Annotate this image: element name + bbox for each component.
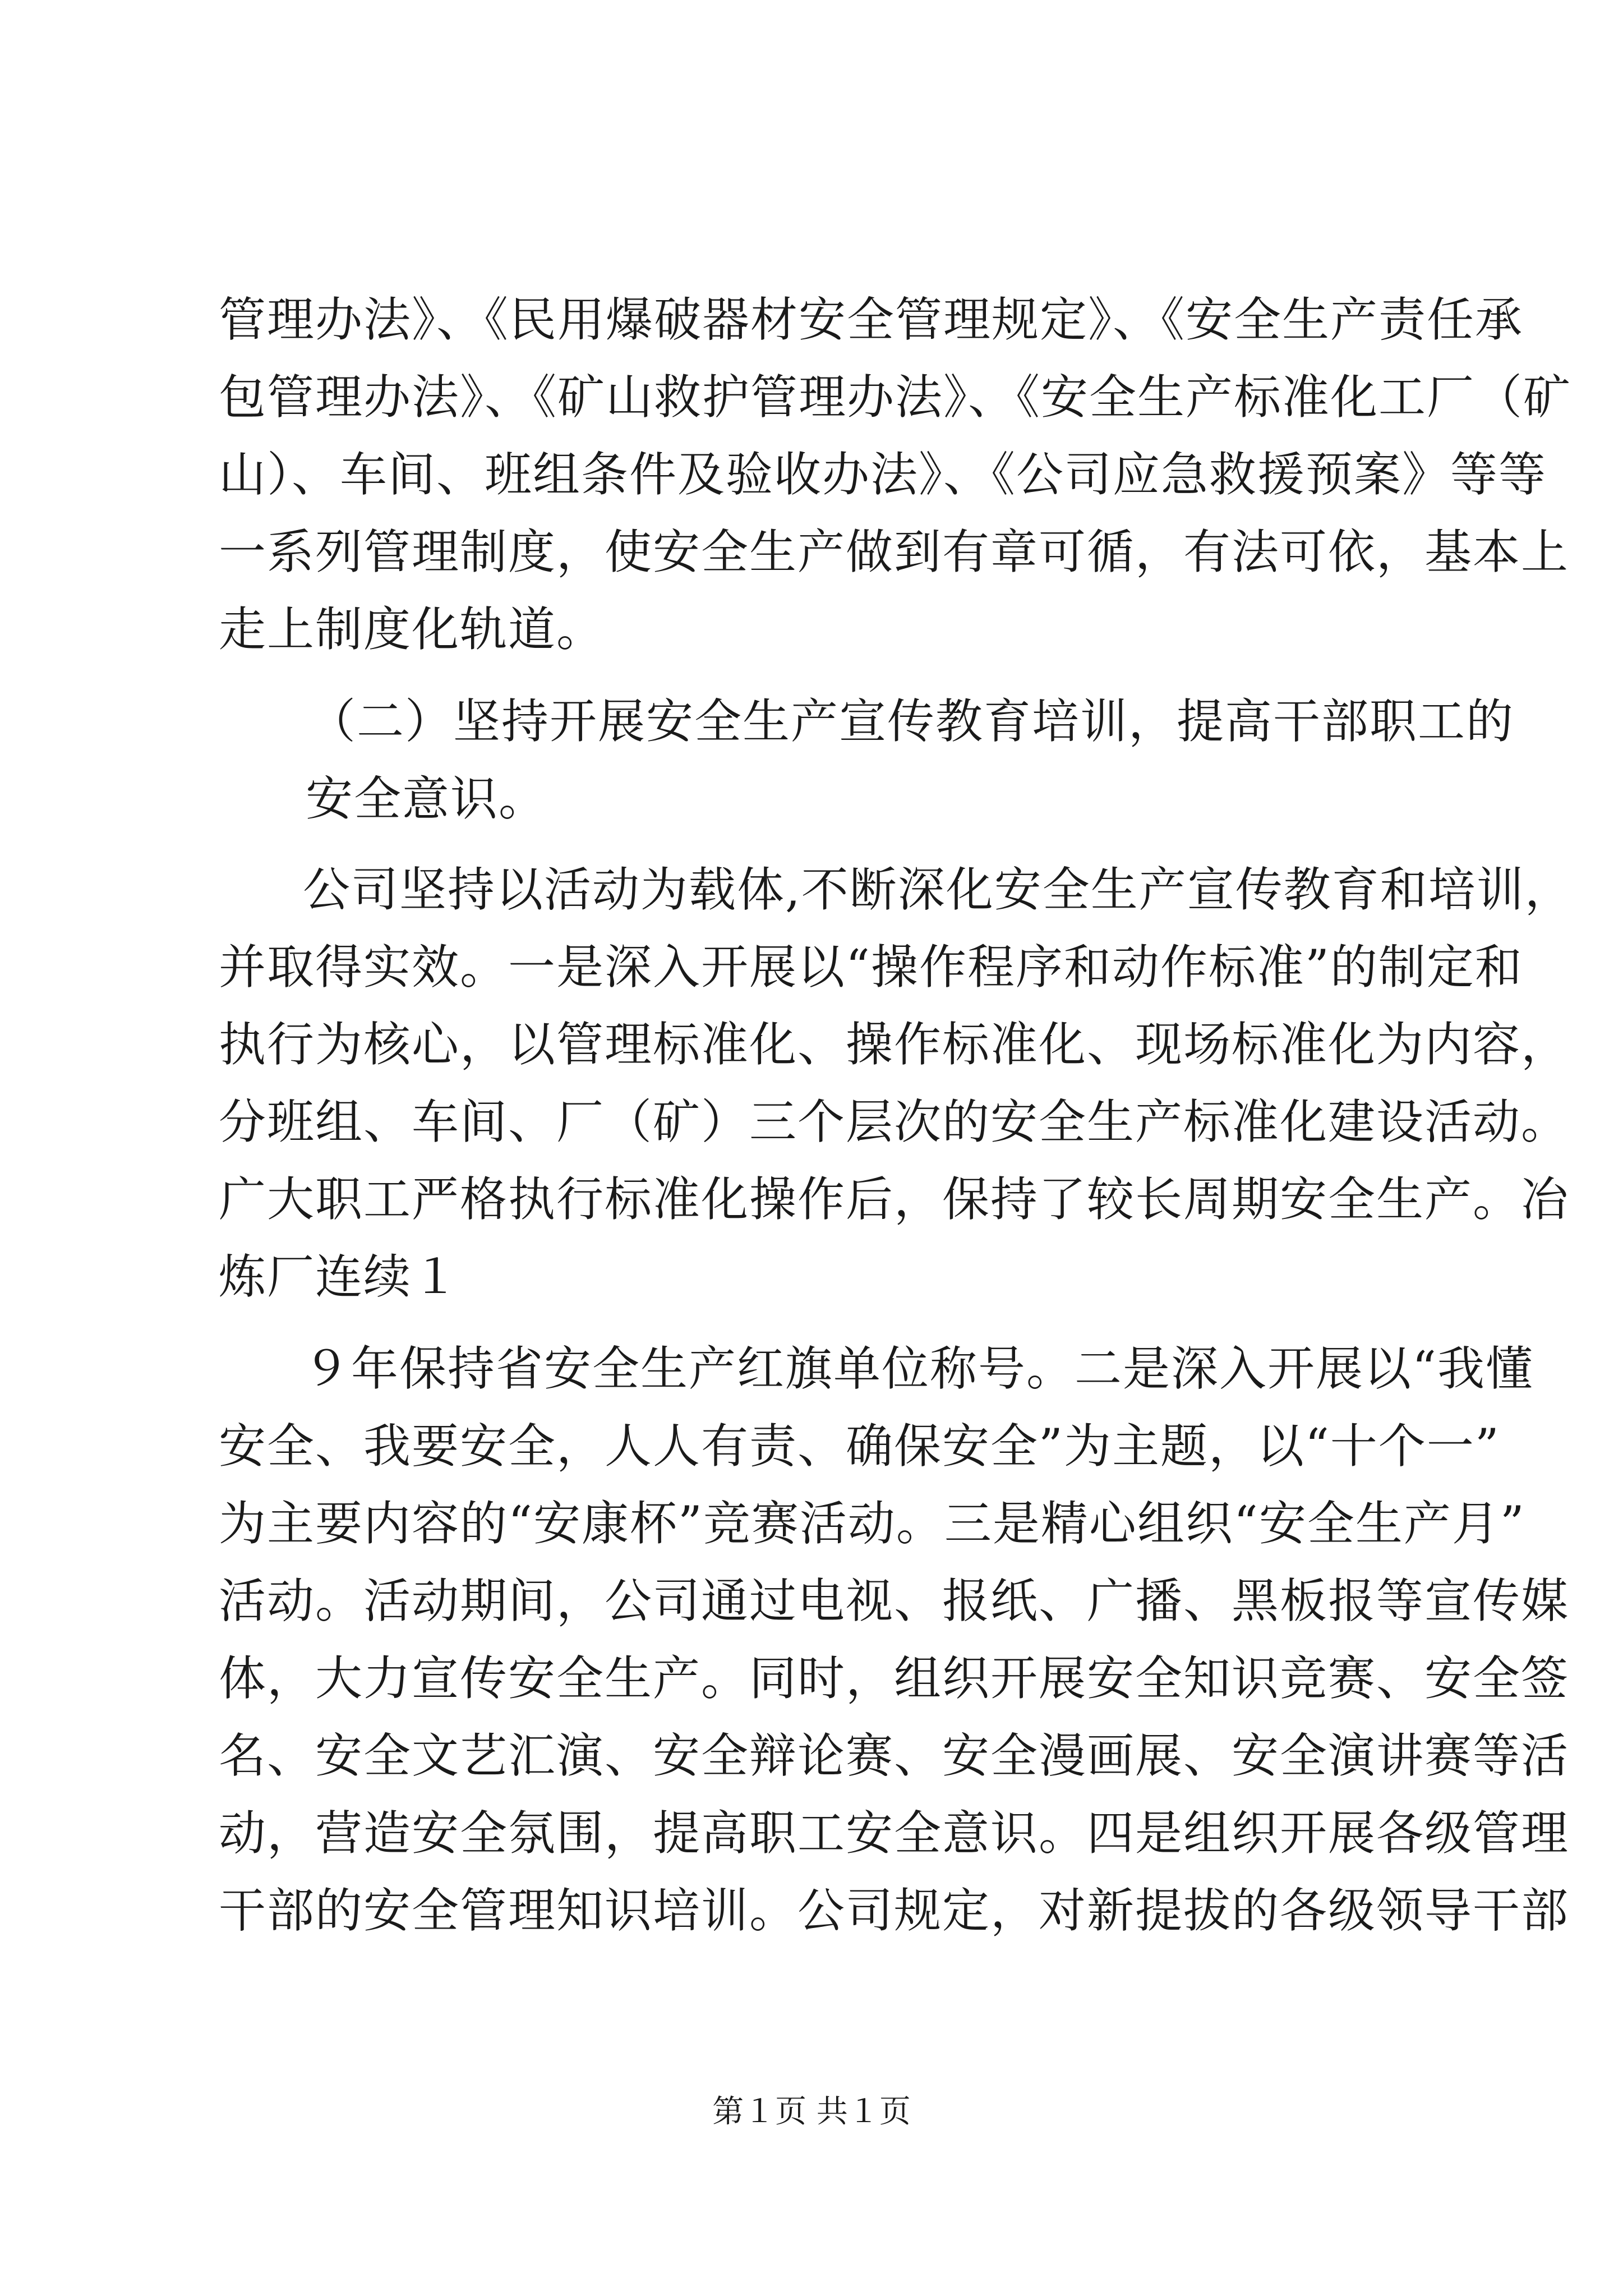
paragraph-first-line: 公司坚持以活动为载体,不断深化安全生产宣传教育和培训， bbox=[303, 862, 1573, 917]
body-line: 炼厂连续１ bbox=[219, 1249, 460, 1304]
body-line: 广大职工严格执行标准化操作后，保持了较长周期安全生产。冶 bbox=[219, 1172, 1570, 1227]
body-line: 包管理办法》、《矿山救护管理办法》、《安全生产标准化工厂（矿 bbox=[219, 370, 1572, 425]
body-line: 安全、我要安全，人人有责、确保安全”为主题，以“十个一” bbox=[219, 1419, 1500, 1474]
body-line: 为主要内容的“安康杯”竞赛活动。三是精心组织“安全生产月” bbox=[219, 1496, 1525, 1551]
body-line: 名、安全文艺汇演、安全辩论赛、安全漫画展、安全演讲赛等活 bbox=[219, 1728, 1570, 1783]
body-line: 体，大力宣传安全生产。同时，组织开展安全知识竞赛、安全签 bbox=[219, 1651, 1570, 1706]
body-line: 一系列管理制度，使安全生产做到有章可循，有法可依，基本上 bbox=[219, 524, 1570, 579]
body-line: 活动。活动期间，公司通过电视、报纸、广播、黑板报等宣传媒 bbox=[219, 1573, 1570, 1628]
body-line: 走上制度化轨道。 bbox=[219, 602, 605, 657]
body-line: 管理办法》、《民用爆破器材安全管理规定》、《安全生产责任承 bbox=[219, 292, 1524, 347]
body-line: 分班组、车间、厂（矿）三个层次的安全生产标准化建设活动。 bbox=[219, 1094, 1570, 1149]
body-line: 并取得实效。一是深入开展以“操作程序和动作标准”的制定和 bbox=[219, 940, 1523, 995]
body-line: 执行为核心，以管理标准化、操作标准化、现场标准化为内容， bbox=[219, 1017, 1570, 1072]
section-heading: （二）坚持开展安全生产宣传教育培训，提高干部职工的 bbox=[308, 694, 1515, 749]
section-heading-continued: 安全意识。 bbox=[306, 771, 547, 826]
paragraph-first-line: ９年保持省安全生产红旗单位称号。二是深入开展以“我懂 bbox=[303, 1341, 1534, 1396]
body-line: 山）、车间、班组条件及验收办法》、《公司应急救援预案》等等 bbox=[219, 447, 1547, 502]
body-line: 动，营造安全氛围，提高职工安全意识。四是组织开展各级管理 bbox=[219, 1806, 1570, 1861]
body-line: 干部的安全管理知识培训。公司规定，对新提拔的各级领导干部 bbox=[219, 1883, 1570, 1938]
page-footer: 第１页 共１页 bbox=[712, 2093, 911, 2130]
